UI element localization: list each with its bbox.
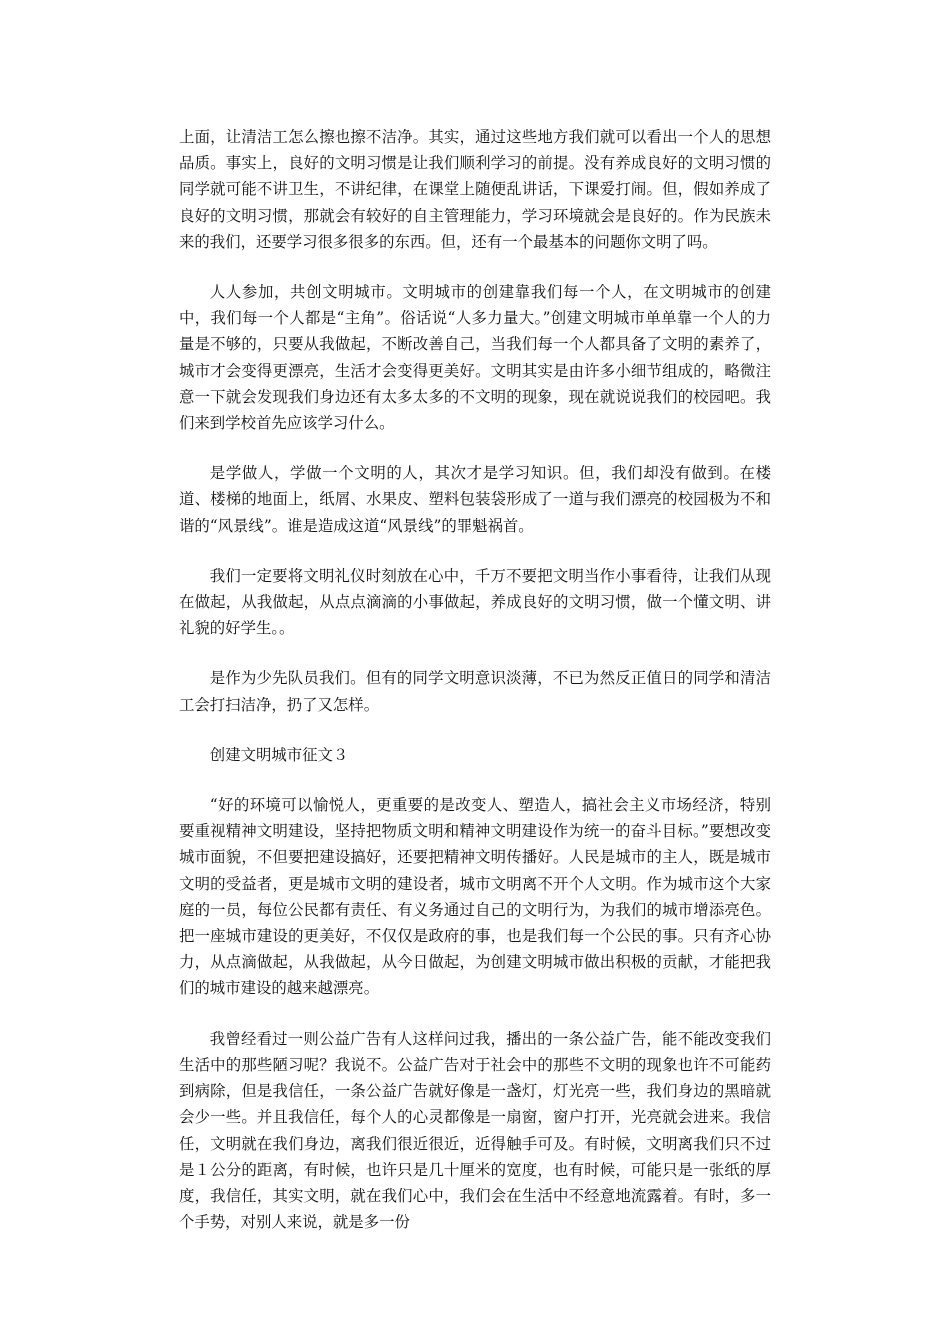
document-body <box>179 124 771 1259</box>
section-title: 创建文明城市征文３ <box>209 745 349 764</box>
paragraph: 人人参加，共创文明城市。文明城市的创建靠我们每一个人，在文明城市的创建中，我们每一个人都是“主角”。俗话说“人多力量大。”创建文明城市单单靠一个人的力量是不够的，只要从我做起，不断改善自己，当我们每一个人都具备了文明的素养了，城市才会变得更漂亮，生活才会变得更美好。文明其实是由许多小细节组成的，略微注意一下就会发现我们身边还有太多太多的不文明的现象，现在就说说我们的校园吧。我们来到学校首先应该学习什么。 <box>179 283 771 433</box>
paragraph: 上面，让清洁工怎么擦也擦不洁净。其实，通过这些地方我们就可以看出一个人的思想品质。事实上，良好的文明习惯是让我们顺利学习的前提。没有养成良好的文明习惯的同学就可能不讲卫生，不讲纪律，在课堂上随便乱讲话，下课爱打闹。但，假如养成了良好的文明习惯，那就会有较好的自主管理能力，学习环境就会是良好的。作为民族未来的我们，还要学习很多很多的东西。但，还有一个最基本的问题你文明了吗。 <box>179 128 771 251</box>
paragraph: 是学做人，学做一个文明的人，其次才是学习知识。但，我们却没有做到。在楼道、楼梯的地面上，纸屑、水果皮、塑料包装袋形成了一道与我们漂亮的校园极为不和谐的“风景线”。谁是造成这道“风景线”的罪魁祸首。 <box>179 464 771 535</box>
paragraph: 我曾经看过一则公益广告有人这样问过我，播出的一条公益广告，能不能改变我们生活中的那些陋习呢？我说不。公益广告对于社会中的那些不文明的现象也许不可能药到病除，但是我信任，一条公益广告就好像是一盏灯，灯光亮一些，我们身边的黑暗就会少一些。并且我信任，每个人的心灵都像是一扇窗，窗户打开，光亮就会进来。我信任，文明就在我们身边，离我们很近很近，近得触手可及。有时候，文明离我们只不过是１公分的距离，有时候，也许只是几十厘米的宽度，也有时候，可能只是一张纸的厚度，我信任，其实文明，就在我们心中，我们会在生活中不经意地流露着。有时，多一个手势，对别人来说，就是多一份 <box>179 1029 771 1232</box>
paragraph: 我们一定要将文明礼仪时刻放在心中，千万不要把文明当作小事看待，让我们从现在做起，从我做起，从点点滴滴的小事做起，养成良好的文明习惯，做一个懂文明、讲礼貌的好学生。。 <box>179 566 771 638</box>
paragraph: “好的环境可以愉悦人，更重要的是改变人、塑造人，搞社会主义市场经济，特别要重视精神文明建设，坚持把物质文明和精神文明建设作为统一的奋斗目标。”要想改变城市面貌，不但要把建设搞好，还要把精神文明传播好。人民是城市的主人，既是城市文明的受益者，更是城市文明的建设者，城市文明离不开个人文明。作为城市这个大家庭的一员，每位公民都有责任、有义务通过自己的文明行为，为我们的城市增添亮色。把一座城市建设的更美好，不仅仅是政府的事，也是我们每一个公民的事。只有齐心协力，从点滴做起，从我做起，从今日做起，为创建文明城市做出积极的贡献，才能把我们的城市建设的越来越漂亮。 <box>179 796 771 998</box>
paragraph: 是作为少先队员我们。但有的同学文明意识淡薄，不已为然反正值日的同学和清洁工会打扫洁净，扔了又怎样。 <box>179 669 771 714</box>
